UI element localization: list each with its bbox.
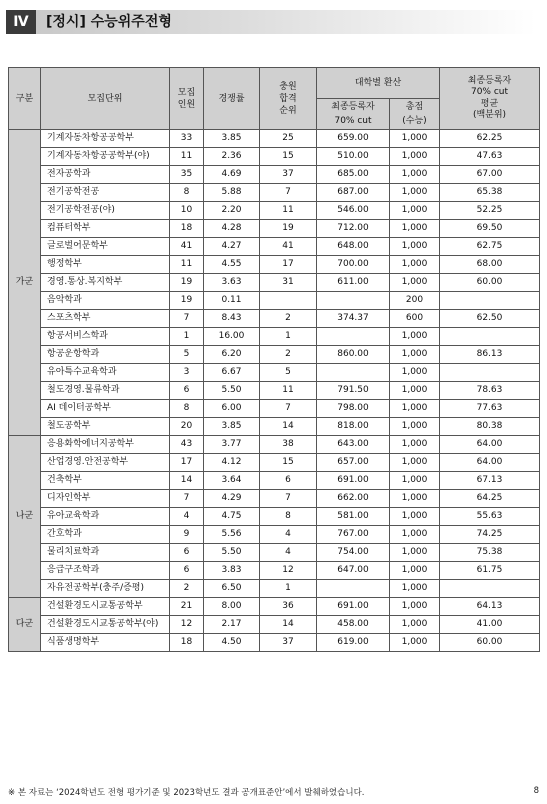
header-dept: 모집단위 (41, 68, 170, 130)
table-row (9, 328, 540, 346)
value-cell (440, 364, 540, 382)
footer (8, 786, 539, 798)
dept-name-cell: 행정학부 (41, 256, 170, 274)
value-cell: 3.77 (204, 436, 260, 454)
value-cell: 67.00 (440, 166, 540, 184)
value-cell: 619.00 (317, 634, 390, 652)
value-cell: 3.83 (204, 562, 260, 580)
table-row (9, 382, 540, 400)
header-conv: 대학별 환산 (317, 68, 440, 99)
value-cell: 0.11 (204, 292, 260, 310)
table-row (9, 418, 540, 436)
value-cell: 41 (170, 238, 204, 256)
value-cell: 648.00 (317, 238, 390, 256)
value-cell: 4.29 (204, 490, 260, 508)
table-row (9, 220, 540, 238)
value-cell: 65.38 (440, 184, 540, 202)
dept-name-cell: 기계자동차항공공학부(야) (41, 148, 170, 166)
table-row (9, 598, 540, 616)
value-cell: 7 (170, 490, 204, 508)
table-row (9, 454, 540, 472)
value-cell: 37 (260, 166, 317, 184)
value-cell: 1,000 (390, 364, 440, 382)
value-cell: 69.50 (440, 220, 540, 238)
value-cell: 1,000 (390, 328, 440, 346)
value-cell: 4.69 (204, 166, 260, 184)
value-cell: 25 (260, 130, 317, 148)
value-cell: 5.50 (204, 382, 260, 400)
dept-name-cell: 경영.통상.복지학부 (41, 274, 170, 292)
value-cell: 1,000 (390, 436, 440, 454)
value-cell: 62.75 (440, 238, 540, 256)
table-row (9, 346, 540, 364)
value-cell: 1,000 (390, 400, 440, 418)
dept-name-cell: 물리치료학과 (41, 544, 170, 562)
value-cell: 6.50 (204, 580, 260, 598)
value-cell: 1,000 (390, 184, 440, 202)
value-cell: 16.00 (204, 328, 260, 346)
dept-name-cell: 기계자동차항공공학부 (41, 130, 170, 148)
value-cell: 1,000 (390, 616, 440, 634)
value-cell: 15 (260, 454, 317, 472)
dept-name-cell: 항공서비스학과 (41, 328, 170, 346)
value-cell: 685.00 (317, 166, 390, 184)
table-row (9, 202, 540, 220)
section-header (6, 10, 536, 34)
value-cell: 1,000 (390, 508, 440, 526)
value-cell: 659.00 (317, 130, 390, 148)
value-cell: 14 (170, 472, 204, 490)
value-cell (317, 364, 390, 382)
dept-name-cell: 디자인학부 (41, 490, 170, 508)
value-cell: 4.28 (204, 220, 260, 238)
value-cell: 64.00 (440, 436, 540, 454)
value-cell: 647.00 (317, 562, 390, 580)
value-cell: 1,000 (390, 220, 440, 238)
value-cell: 8 (260, 508, 317, 526)
value-cell: 3.63 (204, 274, 260, 292)
value-cell: 6 (260, 472, 317, 490)
header-final-avg: 최종등록자 70% cut 평균 (백분위) (440, 68, 540, 130)
dept-name-cell: 전자공학과 (41, 166, 170, 184)
value-cell: 8 (170, 184, 204, 202)
value-cell: 18 (170, 220, 204, 238)
value-cell: 11 (260, 382, 317, 400)
value-cell: 712.00 (317, 220, 390, 238)
value-cell: 1,000 (390, 562, 440, 580)
dept-name-cell: 유아교육학과 (41, 508, 170, 526)
value-cell: 6 (170, 544, 204, 562)
header-gubun: 구분 (9, 68, 41, 130)
table-row (9, 166, 540, 184)
value-cell: 1,000 (390, 544, 440, 562)
value-cell: 4.27 (204, 238, 260, 256)
value-cell: 818.00 (317, 418, 390, 436)
value-cell: 74.25 (440, 526, 540, 544)
dept-name-cell: 전기공학전공 (41, 184, 170, 202)
value-cell: 6.00 (204, 400, 260, 418)
value-cell: 1,000 (390, 580, 440, 598)
value-cell (440, 580, 540, 598)
value-cell: 687.00 (317, 184, 390, 202)
value-cell: 55.63 (440, 508, 540, 526)
value-cell: 19 (260, 220, 317, 238)
value-cell: 657.00 (317, 454, 390, 472)
value-cell: 1,000 (390, 526, 440, 544)
header-rate: 경쟁률 (204, 68, 260, 130)
value-cell: 62.50 (440, 310, 540, 328)
value-cell: 7 (170, 310, 204, 328)
value-cell: 10 (170, 202, 204, 220)
value-cell: 200 (390, 292, 440, 310)
value-cell (440, 292, 540, 310)
value-cell: 36 (260, 598, 317, 616)
dept-name-cell: 건설환경도시교통공학부 (41, 598, 170, 616)
value-cell: 9 (170, 526, 204, 544)
value-cell (317, 580, 390, 598)
header-rank: 충원 합격 순위 (260, 68, 317, 130)
value-cell: 14 (260, 418, 317, 436)
dept-name-cell: 음악학과 (41, 292, 170, 310)
value-cell: 21 (170, 598, 204, 616)
table-row (9, 274, 540, 292)
value-cell: 19 (170, 292, 204, 310)
value-cell: 600 (390, 310, 440, 328)
value-cell: 4.75 (204, 508, 260, 526)
value-cell (317, 328, 390, 346)
value-cell: 80.38 (440, 418, 540, 436)
table-row (9, 508, 540, 526)
page-number: 8 (533, 786, 539, 796)
value-cell: 1,000 (390, 598, 440, 616)
value-cell: 19 (170, 274, 204, 292)
value-cell: 798.00 (317, 400, 390, 418)
value-cell: 6.67 (204, 364, 260, 382)
value-cell: 43 (170, 436, 204, 454)
value-cell (260, 292, 317, 310)
value-cell: 2.20 (204, 202, 260, 220)
value-cell: 8.00 (204, 598, 260, 616)
value-cell: 75.38 (440, 544, 540, 562)
value-cell: 61.75 (440, 562, 540, 580)
value-cell: 1,000 (390, 256, 440, 274)
group-label: 다군 (9, 598, 41, 652)
value-cell: 1,000 (390, 382, 440, 400)
value-cell: 5.50 (204, 544, 260, 562)
value-cell: 78.63 (440, 382, 540, 400)
table-row (9, 472, 540, 490)
value-cell: 1,000 (390, 634, 440, 652)
value-cell: 1 (170, 328, 204, 346)
value-cell: 33 (170, 130, 204, 148)
value-cell: 1,000 (390, 166, 440, 184)
value-cell: 3.85 (204, 418, 260, 436)
table-row (9, 292, 540, 310)
value-cell: 691.00 (317, 472, 390, 490)
value-cell: 11 (260, 202, 317, 220)
value-cell: 5.88 (204, 184, 260, 202)
dept-name-cell: 건설환경도시교통공학부(야) (41, 616, 170, 634)
dept-name-cell: 철도경영.물류학과 (41, 382, 170, 400)
group-label: 나군 (9, 436, 41, 598)
dept-name-cell: 응급구조학과 (41, 562, 170, 580)
section-title: [정시] 수능위주전형 (36, 10, 536, 34)
dept-name-cell: 스포츠학부 (41, 310, 170, 328)
value-cell: 6.20 (204, 346, 260, 364)
table-row (9, 490, 540, 508)
table-row (9, 238, 540, 256)
value-cell: 35 (170, 166, 204, 184)
admission-results-table (8, 67, 540, 652)
value-cell: 1 (260, 580, 317, 598)
value-cell: 581.00 (317, 508, 390, 526)
value-cell: 1,000 (390, 418, 440, 436)
value-cell: 4 (170, 508, 204, 526)
table-row (9, 130, 540, 148)
value-cell: 20 (170, 418, 204, 436)
value-cell: 1 (260, 328, 317, 346)
value-cell (317, 292, 390, 310)
value-cell: 64.00 (440, 454, 540, 472)
section-number: Ⅳ (6, 10, 36, 34)
value-cell: 3 (170, 364, 204, 382)
table-row (9, 616, 540, 634)
dept-name-cell: 자유전공학부(충주/증평) (41, 580, 170, 598)
dept-name-cell: 컴퓨터학부 (41, 220, 170, 238)
value-cell: 64.25 (440, 490, 540, 508)
value-cell: 767.00 (317, 526, 390, 544)
value-cell: 546.00 (317, 202, 390, 220)
value-cell: 6 (170, 562, 204, 580)
value-cell: 754.00 (317, 544, 390, 562)
value-cell: 31 (260, 274, 317, 292)
group-label: 가군 (9, 130, 41, 436)
value-cell: 1,000 (390, 148, 440, 166)
table-row (9, 526, 540, 544)
value-cell: 611.00 (317, 274, 390, 292)
dept-name-cell: 글로벌어문학부 (41, 238, 170, 256)
table-row (9, 184, 540, 202)
value-cell: 41 (260, 238, 317, 256)
value-cell: 37 (260, 634, 317, 652)
value-cell: 7 (260, 184, 317, 202)
value-cell: 12 (170, 616, 204, 634)
dept-name-cell: AI 데이터공학부 (41, 400, 170, 418)
value-cell: 60.00 (440, 274, 540, 292)
dept-name-cell: 식품생명학부 (41, 634, 170, 652)
dept-name-cell: 유아특수교육학과 (41, 364, 170, 382)
table-row (9, 634, 540, 652)
value-cell: 18 (170, 634, 204, 652)
table-row (9, 148, 540, 166)
value-cell: 64.13 (440, 598, 540, 616)
value-cell: 2 (260, 346, 317, 364)
value-cell: 60.00 (440, 634, 540, 652)
value-cell: 458.00 (317, 616, 390, 634)
value-cell: 68.00 (440, 256, 540, 274)
value-cell: 1,000 (390, 274, 440, 292)
value-cell: 2.17 (204, 616, 260, 634)
value-cell: 52.25 (440, 202, 540, 220)
value-cell: 11 (170, 256, 204, 274)
value-cell (440, 328, 540, 346)
value-cell: 510.00 (317, 148, 390, 166)
value-cell: 2 (170, 580, 204, 598)
value-cell: 1,000 (390, 490, 440, 508)
value-cell: 17 (260, 256, 317, 274)
value-cell: 3.85 (204, 130, 260, 148)
value-cell: 11 (170, 148, 204, 166)
value-cell: 4 (260, 544, 317, 562)
value-cell: 1,000 (390, 346, 440, 364)
table-row (9, 400, 540, 418)
value-cell: 6 (170, 382, 204, 400)
value-cell: 374.37 (317, 310, 390, 328)
header-conv-total: 총점 (수능) (390, 99, 440, 130)
dept-name-cell: 건축학부 (41, 472, 170, 490)
value-cell: 662.00 (317, 490, 390, 508)
value-cell: 47.63 (440, 148, 540, 166)
table-row (9, 544, 540, 562)
value-cell: 1,000 (390, 472, 440, 490)
value-cell: 14 (260, 616, 317, 634)
table-row (9, 436, 540, 454)
value-cell: 12 (260, 562, 317, 580)
dept-name-cell: 전기공학전공(야) (41, 202, 170, 220)
value-cell: 38 (260, 436, 317, 454)
value-cell: 1,000 (390, 130, 440, 148)
dept-name-cell: 응용화학에너지공학부 (41, 436, 170, 454)
header-quota: 모집 인원 (170, 68, 204, 130)
value-cell: 8.43 (204, 310, 260, 328)
table-row (9, 256, 540, 274)
value-cell: 1,000 (390, 238, 440, 256)
value-cell: 8 (170, 400, 204, 418)
value-cell: 17 (170, 454, 204, 472)
header-conv-final: 최종등록자 70% cut (317, 99, 390, 130)
dept-name-cell: 항공운항학과 (41, 346, 170, 364)
value-cell: 4.55 (204, 256, 260, 274)
table-row (9, 310, 540, 328)
footer-note: ※ 본 자료는 ‘2024학년도 전형 평가기준 및 2023학년도 결과 공개표준안’에서 발췌하였습니다. (8, 788, 365, 798)
value-cell: 5.56 (204, 526, 260, 544)
value-cell: 67.13 (440, 472, 540, 490)
value-cell: 7 (260, 490, 317, 508)
value-cell: 791.50 (317, 382, 390, 400)
value-cell: 2.36 (204, 148, 260, 166)
value-cell: 41.00 (440, 616, 540, 634)
value-cell: 1,000 (390, 454, 440, 472)
table-row (9, 364, 540, 382)
dept-name-cell: 간호학과 (41, 526, 170, 544)
value-cell: 4.12 (204, 454, 260, 472)
value-cell: 15 (260, 148, 317, 166)
value-cell: 86.13 (440, 346, 540, 364)
value-cell: 691.00 (317, 598, 390, 616)
table-row (9, 562, 540, 580)
value-cell: 62.25 (440, 130, 540, 148)
dept-name-cell: 산업경영.안전공학부 (41, 454, 170, 472)
dept-name-cell: 철도공학부 (41, 418, 170, 436)
value-cell: 3.64 (204, 472, 260, 490)
value-cell: 4.50 (204, 634, 260, 652)
value-cell: 1,000 (390, 202, 440, 220)
value-cell: 5 (260, 364, 317, 382)
value-cell: 860.00 (317, 346, 390, 364)
table-row (9, 580, 540, 598)
value-cell: 643.00 (317, 436, 390, 454)
value-cell: 77.63 (440, 400, 540, 418)
value-cell: 7 (260, 400, 317, 418)
value-cell: 700.00 (317, 256, 390, 274)
value-cell: 4 (260, 526, 317, 544)
value-cell: 5 (170, 346, 204, 364)
value-cell: 2 (260, 310, 317, 328)
